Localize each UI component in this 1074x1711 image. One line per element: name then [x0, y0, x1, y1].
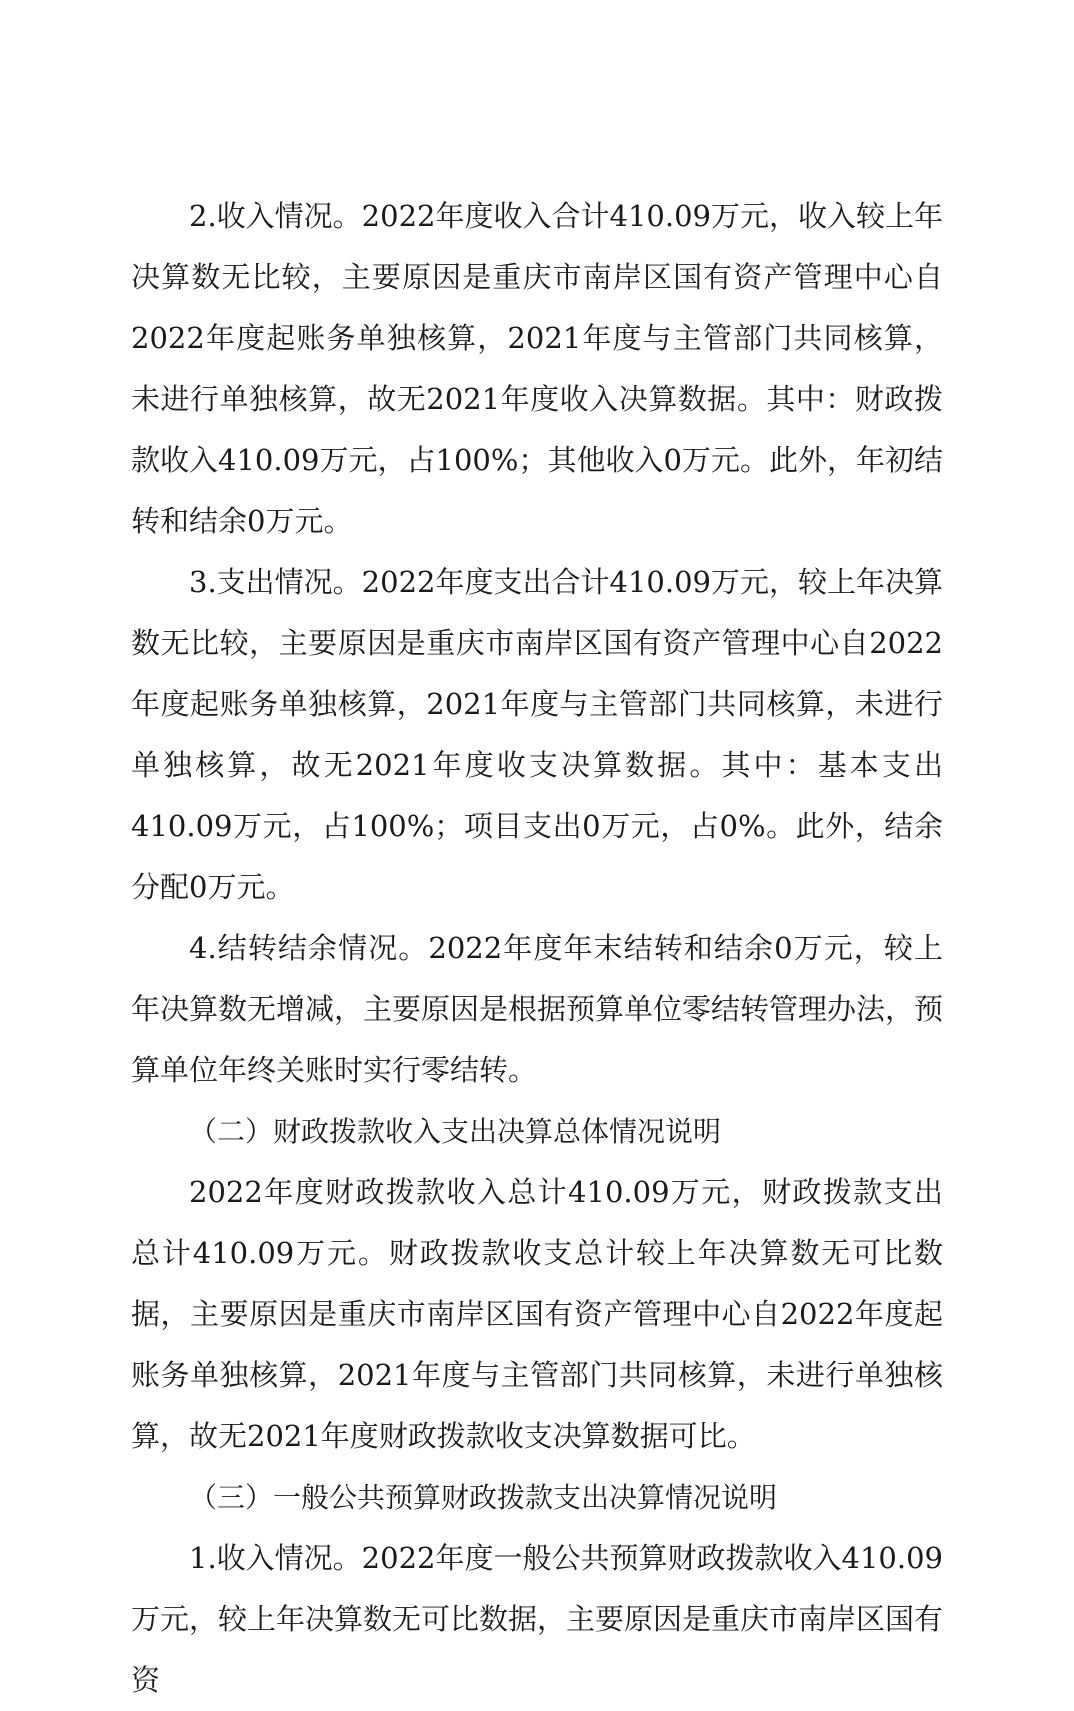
section-heading-2: （二）财政拨款收入支出决算总体情况说明: [189, 1115, 722, 1148]
paragraph-fiscal-total: 2022年度财政拨款收入总计410.09万元，财政拨款支出总计410.09万元。财政拨款收支总计较上年决算数无可比数据，主要原因是重庆市南岸区国有资产管理中心自2022年度起账务单独核算，2021年度与主管部门共同核算，未进行单独核算，故无2021年度财政拨款收支决算数据可比。: [131, 1175, 943, 1453]
paragraph-expenditure: 3.支出情况。2022年度支出合计410.09万元，较上年决算数无比较，主要原因是重庆市南岸区国有资产管理中心自2022年度起账务单独核算，2021年度与主管部门共同核算，未进行单独核算，故无2021年度收支决算数据。其中：基本支出410.09万元，占100%；项目支出0万元，占0%。此外，结余分配0万元。: [131, 565, 943, 904]
paragraph-income: 2.收入情况。2022年度收入合计410.09万元，收入较上年决算数无比较，主要原因是重庆市南岸区国有资产管理中心自2022年度起账务单独核算，2021年度与主管部门共同核算，未进行单独核算，故无2021年度收入决算数据。其中：财政拨款收入410.09万元，占100%；其他收入0万元。此外，年初结转和结余0万元。: [131, 199, 943, 538]
paragraph-carryover: 4.结转结余情况。2022年度年末结转和结余0万元，较上年决算数无增减，主要原因是根据预算单位零结转管理办法，预算单位年终关账时实行零结转。: [131, 931, 944, 1087]
paragraph-general-budget-income: 1.收入情况。2022年度一般公共预算财政拨款收入410.09万元，较上年决算数无可比数据，主要原因是重庆市南岸区国有资: [131, 1541, 944, 1697]
section-heading-3: （三）一般公共预算财政拨款支出决算情况说明: [189, 1481, 778, 1514]
document-body: [131, 186, 943, 1711]
